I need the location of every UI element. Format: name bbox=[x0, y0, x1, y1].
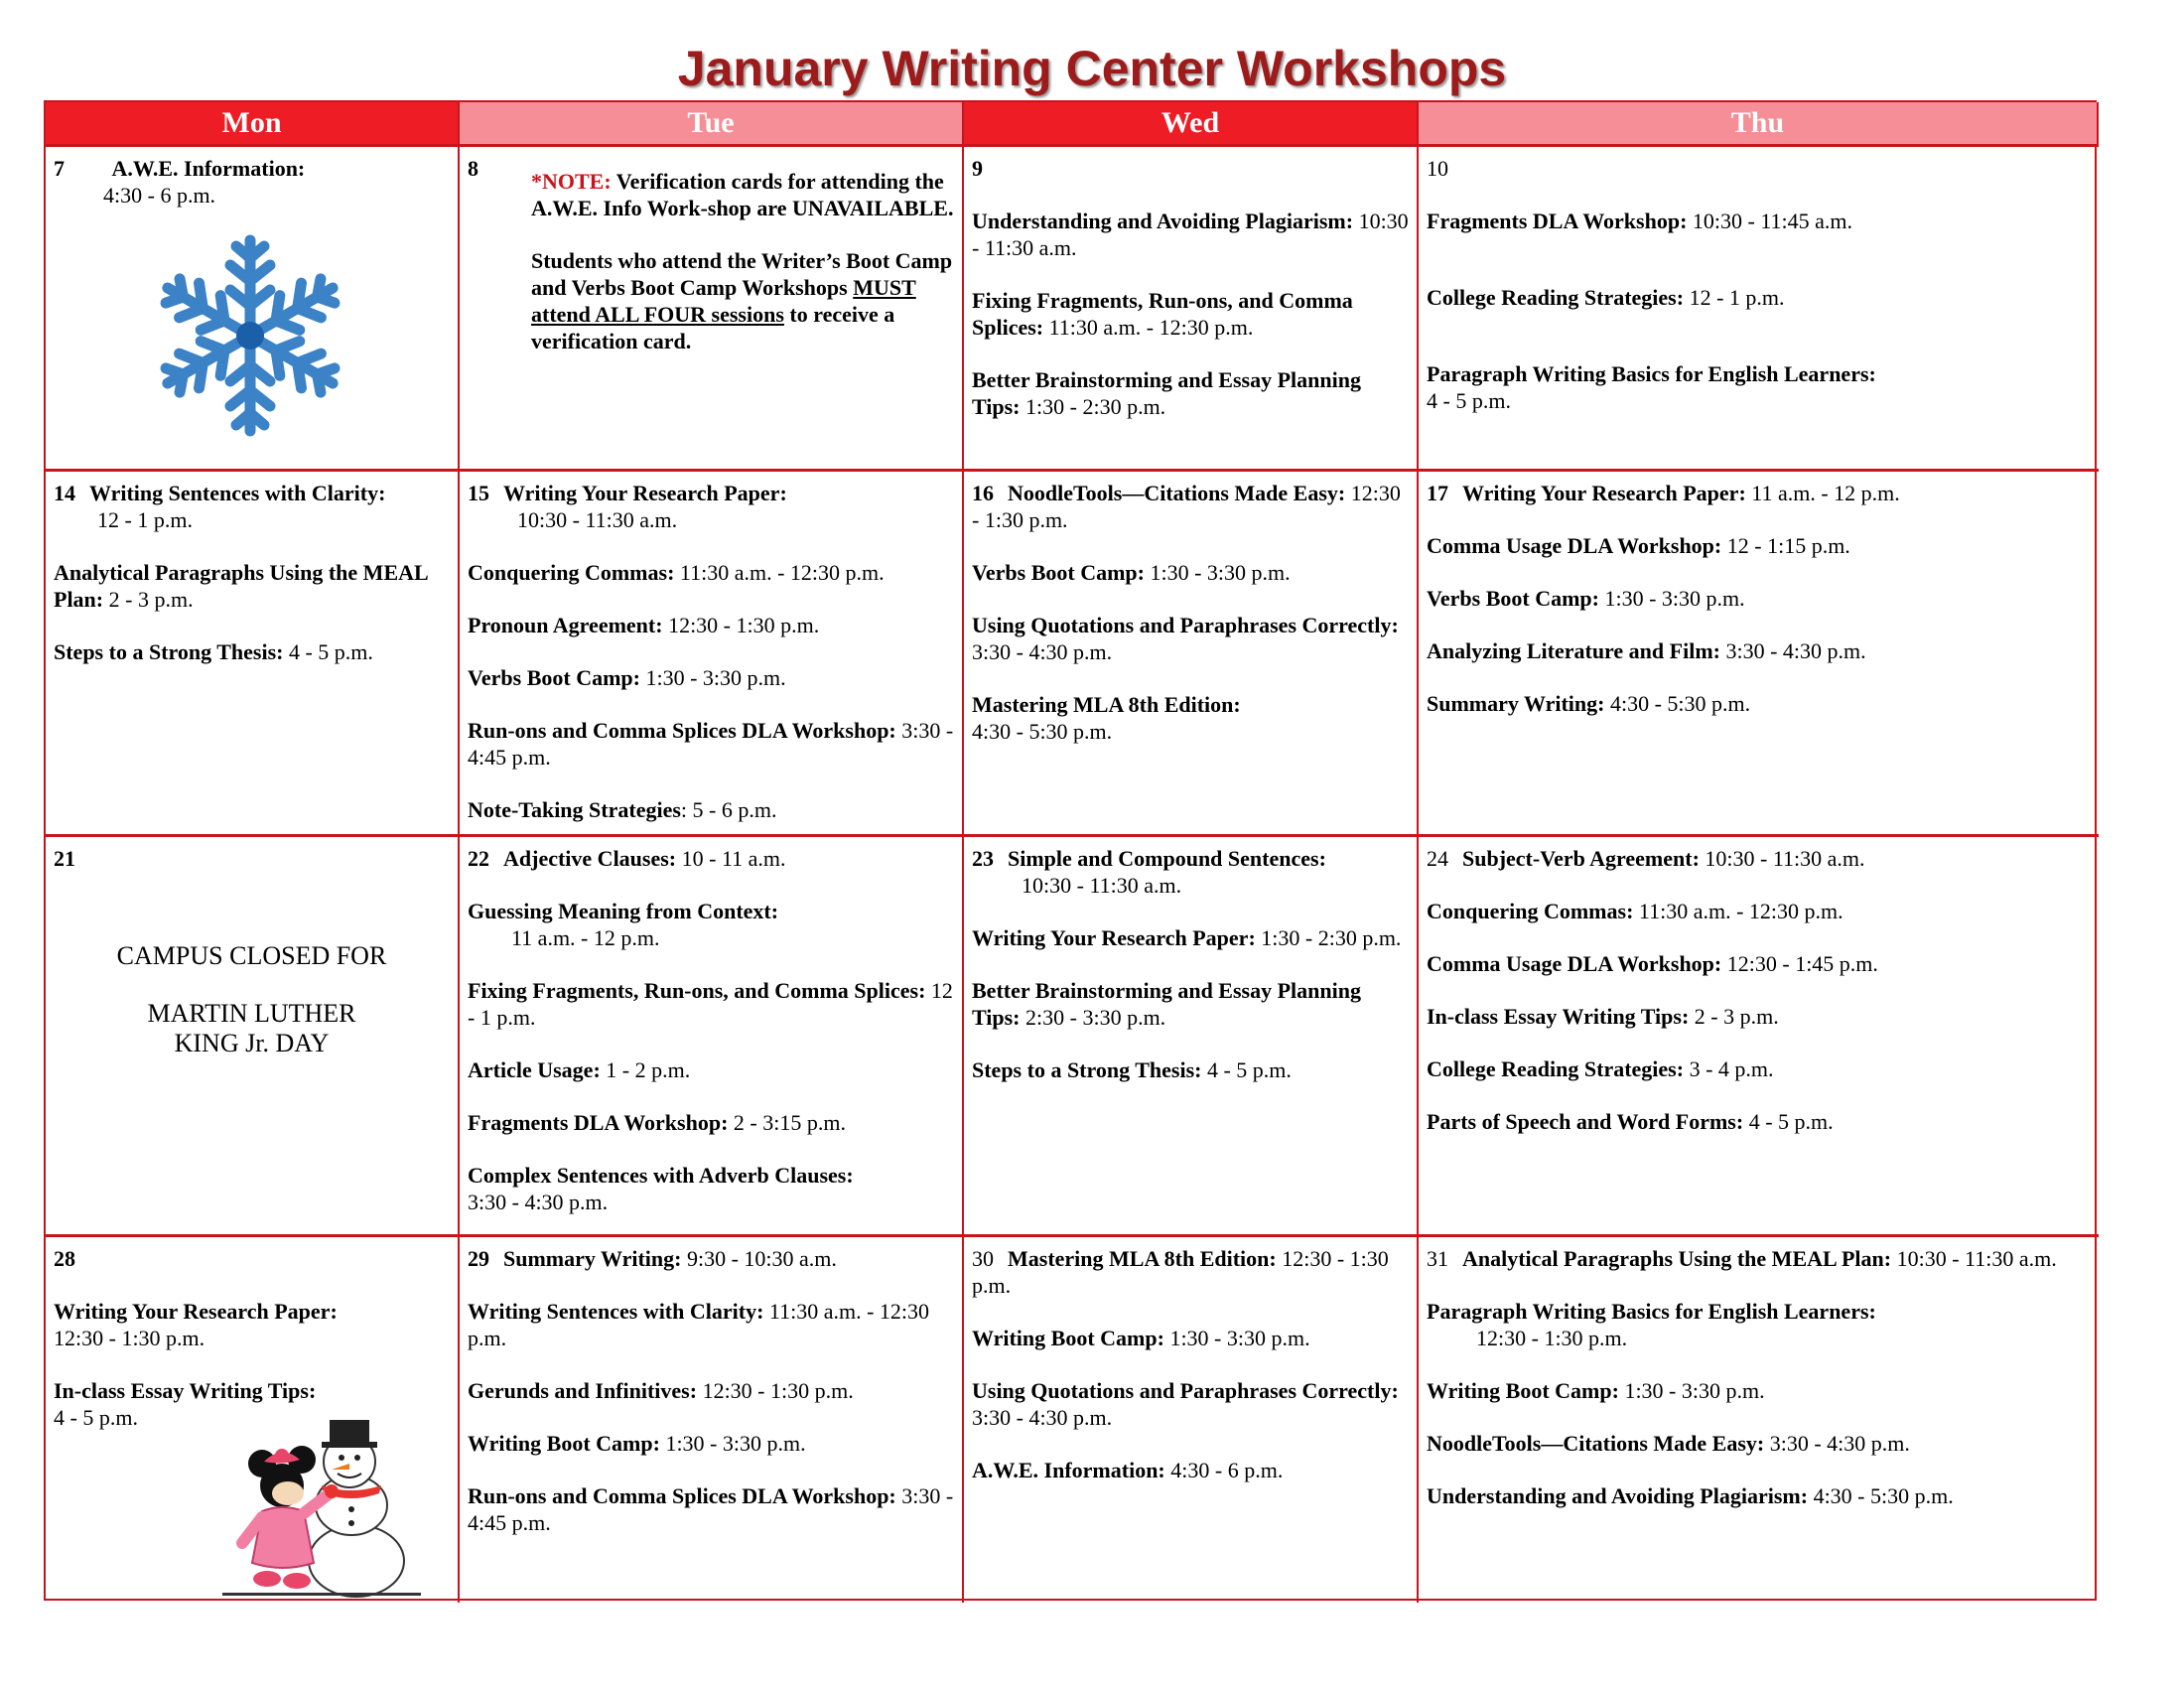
event bbox=[1427, 637, 2091, 664]
date-number-text: 10 bbox=[1427, 156, 1448, 181]
event-title: Summary Writing: bbox=[1427, 691, 1605, 716]
event-time: 10 - 11 a.m. bbox=[681, 846, 786, 871]
day-cell-9 bbox=[964, 144, 1419, 469]
date-number: 23 bbox=[972, 846, 994, 871]
note-label: *NOTE: bbox=[531, 169, 612, 194]
event bbox=[972, 691, 1409, 745]
event bbox=[54, 480, 450, 533]
event-time: 4:30 - 6 p.m. bbox=[103, 183, 216, 208]
holiday-name: MARTIN LUTHER KING Jr. DAY bbox=[147, 999, 356, 1057]
event-title: A.W.E. Information: bbox=[111, 156, 306, 181]
event bbox=[468, 1162, 954, 1215]
event-time: 12:30 - 1:30 p.m. bbox=[702, 1378, 854, 1403]
day-cell-23 bbox=[964, 834, 1419, 1234]
date-number: 17 bbox=[1427, 481, 1448, 505]
event-time: 3:30 - 4:30 p.m. bbox=[972, 1405, 1113, 1430]
event-time: 12 - 1 p.m. bbox=[97, 507, 193, 532]
event-title: Fixing Fragments, Run-ons, and Comma Splices: bbox=[972, 288, 1353, 340]
event bbox=[1427, 480, 2091, 506]
event-title: Paragraph Writing Basics for English Learners: bbox=[1427, 361, 1876, 386]
event bbox=[468, 1109, 954, 1136]
event bbox=[972, 1056, 1409, 1083]
date-number-text: 28 bbox=[54, 1246, 75, 1271]
event bbox=[468, 1245, 954, 1272]
event-time: 12:30 - 1:30 p.m. bbox=[972, 481, 1401, 532]
event-time: 10:30 - 11:30 a.m. bbox=[1705, 846, 1865, 871]
event-time: 12:30 - 1:30 p.m. bbox=[1476, 1326, 1628, 1350]
event-title: Conquering Commas: bbox=[1427, 899, 1634, 923]
event bbox=[972, 1457, 1409, 1483]
event-title: Writing Your Research Paper: bbox=[972, 925, 1256, 950]
date-number bbox=[972, 155, 1409, 182]
event-title: Subject-Verb Agreement: bbox=[1462, 846, 1700, 871]
date-number bbox=[54, 1245, 450, 1272]
day-cell-10 bbox=[1419, 144, 2099, 469]
event-title: Run-ons and Comma Splices DLA Workshop: bbox=[468, 718, 896, 743]
day-cell-17 bbox=[1419, 469, 2099, 834]
event-title: Article Usage: bbox=[468, 1057, 601, 1082]
event bbox=[468, 612, 954, 638]
event-time: 12:30 - 1:30 p.m. bbox=[54, 1326, 205, 1350]
event-title: Using Quotations and Paraphrases Correctly: bbox=[972, 613, 1399, 637]
day-cell-8 bbox=[460, 144, 964, 469]
event bbox=[972, 1325, 1409, 1351]
note bbox=[531, 168, 954, 221]
event-time: 4 - 5 p.m. bbox=[54, 1405, 138, 1430]
event-title: NoodleTools—Citations Made Easy: bbox=[1427, 1431, 1765, 1456]
event-title: Complex Sentences with Adverb Clauses: bbox=[468, 1163, 854, 1188]
event-time: 1:30 - 2:30 p.m. bbox=[1261, 925, 1402, 950]
event-title: Writing Your Research Paper: bbox=[503, 481, 787, 505]
event-time: 3:30 - 4:30 p.m. bbox=[972, 639, 1113, 664]
event-title: Writing Sentences with Clarity: bbox=[468, 1299, 764, 1324]
date-number: 16 bbox=[972, 481, 994, 505]
header-wed: Wed bbox=[964, 102, 1419, 144]
day-cell-7 bbox=[46, 144, 460, 469]
event bbox=[1427, 1482, 2091, 1509]
event-time: 1:30 - 3:30 p.m. bbox=[1624, 1378, 1765, 1403]
event-title: Adjective Clauses: bbox=[503, 846, 677, 871]
event bbox=[1427, 1298, 2091, 1351]
event-time: 2 - 3 p.m. bbox=[108, 587, 194, 612]
date-number: 30 bbox=[972, 1246, 994, 1271]
minnie-snowman-illustration bbox=[222, 1414, 421, 1598]
event bbox=[468, 796, 954, 823]
event-time: 2:30 - 3:30 p.m. bbox=[1025, 1005, 1166, 1030]
event-title: Summary Writing: bbox=[503, 1246, 682, 1271]
event bbox=[468, 1377, 954, 1404]
event-title: Writing Boot Camp: bbox=[972, 1326, 1164, 1350]
event-title: Writing Your Research Paper: bbox=[1462, 481, 1746, 505]
event-title: Analytical Paragraphs Using the MEAL Plan: bbox=[54, 560, 428, 612]
event-title: Mastering MLA 8th Edition: bbox=[972, 692, 1241, 717]
event-title: Conquering Commas: bbox=[468, 560, 675, 585]
date-number: 22 bbox=[468, 846, 489, 871]
day-cell-21 bbox=[46, 834, 460, 1234]
event-time: 4:30 - 6 p.m. bbox=[1170, 1458, 1284, 1482]
event-time: 1:30 - 3:30 p.m. bbox=[1169, 1326, 1310, 1350]
event bbox=[468, 1298, 954, 1351]
header-tue: Tue bbox=[460, 102, 964, 144]
event bbox=[972, 612, 1409, 665]
event-title: Verbs Boot Camp: bbox=[972, 560, 1145, 585]
event-title: In-class Essay Writing Tips: bbox=[1427, 1004, 1690, 1029]
event-title: Steps to a Strong Thesis: bbox=[54, 639, 284, 664]
event bbox=[468, 977, 954, 1031]
event bbox=[1427, 845, 2091, 872]
event-time: 11 a.m. - 12 p.m. bbox=[1751, 481, 1900, 505]
event-time: 12:30 - 1:30 p.m. bbox=[668, 613, 820, 637]
event-time: 11:30 a.m. - 12:30 p.m. bbox=[468, 1299, 930, 1350]
event bbox=[1427, 950, 2091, 977]
event bbox=[1427, 208, 2091, 234]
event-title: Gerunds and Infinitives: bbox=[468, 1378, 698, 1403]
event bbox=[972, 1245, 1409, 1299]
event-title: Fragments DLA Workshop: bbox=[1427, 209, 1688, 233]
event-time: 12 - 1:15 p.m. bbox=[1726, 533, 1850, 558]
event bbox=[468, 559, 954, 586]
event-title: A.W.E. Information: bbox=[972, 1458, 1165, 1482]
event-title: Fixing Fragments, Run-ons, and Comma Splices: bbox=[468, 978, 926, 1003]
event-title: Better Brainstorming and Essay Planning Tips: bbox=[972, 367, 1361, 419]
event-title: Steps to a Strong Thesis: bbox=[972, 1057, 1202, 1082]
event bbox=[972, 1377, 1409, 1431]
event-time: 10:30 - 11:30 a.m. bbox=[1896, 1246, 2057, 1271]
event-time: 12:30 - 1:45 p.m. bbox=[1726, 951, 1878, 976]
event-time: 1:30 - 3:30 p.m. bbox=[1604, 586, 1745, 611]
note-emphasis: MUST attend ALL FOUR sessions bbox=[531, 275, 916, 327]
event-title: Guessing Meaning from Context: bbox=[468, 899, 779, 923]
event bbox=[972, 208, 1409, 261]
event bbox=[468, 480, 954, 533]
event bbox=[972, 287, 1409, 341]
note-text: Verification cards for attending the A.W.E. Info Work-shop are UNAVAILABLE. bbox=[531, 169, 954, 220]
event-time: 4 - 5 p.m. bbox=[288, 639, 373, 664]
event-time: 4 - 5 p.m. bbox=[1748, 1109, 1834, 1134]
note-text: to receive a verification card. bbox=[531, 302, 895, 353]
event-time: 1:30 - 3:30 p.m. bbox=[1150, 560, 1291, 585]
day-cell-22 bbox=[460, 834, 964, 1234]
event-time: 3:30 - 4:45 p.m. bbox=[468, 718, 954, 770]
event-time: 3:30 - 4:30 p.m. bbox=[468, 1190, 609, 1214]
event-time: 11 a.m. - 12 p.m. bbox=[511, 925, 660, 950]
event-title: Verbs Boot Camp: bbox=[468, 665, 640, 690]
event-title: Parts of Speech and Word Forms: bbox=[1427, 1109, 1744, 1134]
event bbox=[1427, 360, 2091, 414]
event-time: 10:30 - 11:30 a.m. bbox=[517, 507, 678, 532]
event bbox=[1427, 284, 2091, 311]
event-time: 3:30 - 4:30 p.m. bbox=[1725, 638, 1866, 663]
calendar-grid bbox=[44, 100, 2097, 1601]
event-title: Writing Boot Camp: bbox=[468, 1431, 660, 1456]
event bbox=[1427, 1430, 2091, 1457]
event-title: College Reading Strategies: bbox=[1427, 1056, 1685, 1081]
note-boot-camp bbox=[531, 247, 954, 354]
event bbox=[468, 1482, 954, 1536]
date-number: 7 bbox=[54, 156, 65, 181]
event-time: 3:30 - 4:45 p.m. bbox=[468, 1483, 954, 1535]
date-number: 8 bbox=[468, 156, 478, 181]
event bbox=[972, 977, 1409, 1031]
date-number: 31 bbox=[1427, 1246, 1448, 1271]
day-cell-28 bbox=[46, 1234, 460, 1603]
date-number: 24 bbox=[1427, 846, 1448, 871]
event-time: 4:30 - 5:30 p.m. bbox=[1609, 691, 1751, 716]
event-time: 1 - 2 p.m. bbox=[606, 1057, 691, 1082]
day-cell-31 bbox=[1419, 1234, 2099, 1603]
event-time: 9:30 - 10:30 a.m. bbox=[686, 1246, 837, 1271]
event bbox=[1427, 1245, 2091, 1272]
closed-notice: CAMPUS CLOSED FOR bbox=[116, 941, 387, 970]
event-title: Writing Your Research Paper: bbox=[54, 1299, 338, 1324]
event bbox=[972, 366, 1409, 420]
event-time: 12 - 1 p.m. bbox=[1689, 285, 1785, 310]
event-time: 10:30 - 11:45 a.m. bbox=[1692, 209, 1853, 233]
event bbox=[54, 638, 450, 665]
event-time: 12 - 1 p.m. bbox=[468, 978, 953, 1030]
event-title: Understanding and Avoiding Plagiarism: bbox=[1427, 1483, 1809, 1508]
event-title: Understanding and Avoiding Plagiarism: bbox=[972, 209, 1354, 233]
event bbox=[972, 480, 1409, 533]
date-number bbox=[1427, 155, 2091, 182]
event bbox=[1427, 1108, 2091, 1135]
event bbox=[1427, 1003, 2091, 1030]
event bbox=[1427, 1055, 2091, 1082]
event-time: 1:30 - 2:30 p.m. bbox=[1025, 394, 1166, 419]
event-title: Verbs Boot Camp: bbox=[1427, 586, 1599, 611]
event-title: Comma Usage DLA Workshop: bbox=[1427, 951, 1722, 976]
event-time: 12:30 - 1:30 p.m. bbox=[972, 1246, 1389, 1298]
event-time: 1:30 - 3:30 p.m. bbox=[665, 1431, 806, 1456]
event-time: 2 - 3:15 p.m. bbox=[733, 1110, 846, 1135]
event-title: Analyzing Literature and Film: bbox=[1427, 638, 1720, 663]
event-title: Mastering MLA 8th Edition: bbox=[1008, 1246, 1277, 1271]
note-text: Students who attend the Writer’s Boot Camp and Verbs Boot Camp Workshops bbox=[531, 248, 953, 300]
event-title: Simple and Compound Sentences: bbox=[1008, 846, 1326, 871]
event bbox=[468, 1056, 954, 1083]
event bbox=[972, 845, 1409, 899]
event bbox=[1427, 532, 2091, 559]
day-cell-29 bbox=[460, 1234, 964, 1603]
event-time: 2 - 3 p.m. bbox=[1694, 1004, 1779, 1029]
event bbox=[468, 845, 954, 872]
day-cell-16 bbox=[964, 469, 1419, 834]
event-time: 1:30 - 3:30 p.m. bbox=[645, 665, 786, 690]
event bbox=[1427, 1377, 2091, 1404]
header-thu: Thu bbox=[1419, 102, 2099, 144]
event bbox=[54, 155, 450, 209]
event-title: Pronoun Agreement: bbox=[468, 613, 663, 637]
event bbox=[1427, 898, 2091, 924]
event-title: Better Brainstorming and Essay Planning Tips: bbox=[972, 978, 1361, 1030]
event-title: Using Quotations and Paraphrases Correctly: bbox=[972, 1378, 1399, 1403]
date-number: 29 bbox=[468, 1246, 489, 1271]
day-cell-15 bbox=[460, 469, 964, 834]
event-title: Note-Taking Strategies bbox=[468, 797, 681, 822]
event-title: In-class Essay Writing Tips: bbox=[54, 1378, 317, 1403]
event bbox=[1427, 690, 2091, 717]
event bbox=[468, 1430, 954, 1457]
event-title: Paragraph Writing Basics for English Learners: bbox=[1427, 1299, 1876, 1324]
day-cell-24 bbox=[1419, 834, 2099, 1234]
event bbox=[54, 1298, 450, 1351]
date-number-text: 9 bbox=[972, 156, 983, 181]
event-time: 4 - 5 p.m. bbox=[1206, 1057, 1292, 1082]
event-title: Run-ons and Comma Splices DLA Workshop: bbox=[468, 1483, 896, 1508]
event-time: 3:30 - 4:30 p.m. bbox=[1769, 1431, 1910, 1456]
snowflake-icon bbox=[139, 234, 361, 438]
event bbox=[972, 924, 1409, 951]
day-cell-14 bbox=[46, 469, 460, 834]
event-time: 11:30 a.m. - 12:30 p.m. bbox=[1638, 899, 1843, 923]
event-title: Analytical Paragraphs Using the MEAL Plan: bbox=[1462, 1246, 1892, 1271]
event bbox=[468, 898, 954, 951]
event-time: 11:30 a.m. - 12:30 p.m. bbox=[1048, 315, 1254, 340]
event bbox=[468, 717, 954, 771]
event bbox=[54, 559, 450, 613]
date-number: 14 bbox=[54, 481, 75, 505]
event-title: Writing Sentences with Clarity: bbox=[89, 481, 386, 505]
event bbox=[972, 559, 1409, 586]
event-time: 10:30 - 11:30 a.m. bbox=[972, 209, 1409, 260]
page-title: January Writing Center Workshops bbox=[677, 41, 1507, 96]
event-time: 3 - 4 p.m. bbox=[1689, 1056, 1774, 1081]
event bbox=[1427, 585, 2091, 612]
event-title: College Reading Strategies: bbox=[1427, 285, 1685, 310]
date-number: 15 bbox=[468, 481, 489, 505]
event bbox=[468, 664, 954, 691]
event-title: Fragments DLA Workshop: bbox=[468, 1110, 729, 1135]
day-cell-30 bbox=[964, 1234, 1419, 1603]
event-time: 4:30 - 5:30 p.m. bbox=[972, 719, 1113, 744]
event-title: Comma Usage DLA Workshop: bbox=[1427, 533, 1722, 558]
header-mon: Mon bbox=[46, 102, 460, 144]
event-title: NoodleTools—Citations Made Easy: bbox=[1008, 481, 1346, 505]
event-time: 4 - 5 p.m. bbox=[1427, 388, 1511, 413]
event-title: Writing Boot Camp: bbox=[1427, 1378, 1619, 1403]
date-number: 21 bbox=[54, 846, 75, 871]
event-time: 4:30 - 5:30 p.m. bbox=[1813, 1483, 1954, 1508]
event-time: 11:30 a.m. - 12:30 p.m. bbox=[679, 560, 885, 585]
event-time: 10:30 - 11:30 a.m. bbox=[1022, 873, 1182, 898]
event-time: : 5 - 6 p.m. bbox=[680, 797, 777, 822]
